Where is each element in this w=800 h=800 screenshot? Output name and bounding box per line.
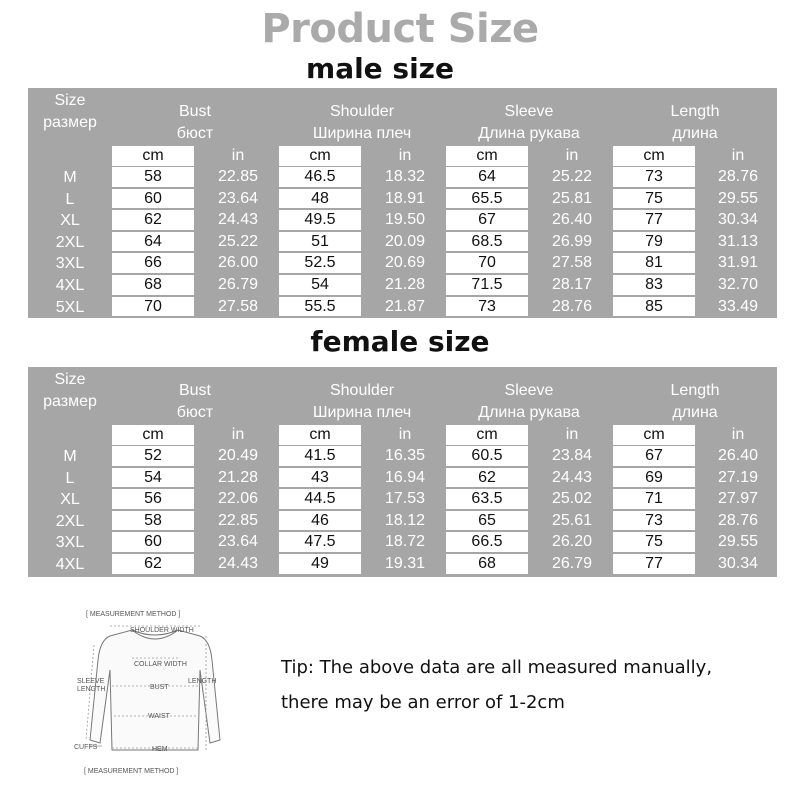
table-cell: 75 — [613, 532, 695, 552]
table-cell: 64 — [446, 167, 528, 187]
diagram-label-shoulder: SHOULDER WIDTH — [130, 627, 194, 634]
unit-in: in — [565, 426, 579, 443]
table-cell: 20.09 — [384, 232, 426, 250]
diagram-top-caption: [ MEASUREMENT METHOD ] — [86, 611, 181, 618]
table-cell: 16.35 — [384, 447, 426, 464]
table-cell: 31.91 — [717, 254, 759, 272]
size-label-4xl: 4XL — [55, 556, 85, 573]
tip-line-1: Tip: The above data are all measured manually, — [281, 657, 713, 678]
table-cell: 18.91 — [384, 189, 426, 207]
size-header-en: Size — [54, 371, 86, 388]
diagram-label-bust: BUST — [150, 684, 169, 691]
table-cell: 25.61 — [551, 511, 593, 529]
table-cell: 30.34 — [717, 211, 759, 229]
diagram-label-cuffs: CUFFS — [74, 744, 98, 751]
size-label-4xl: 4XL — [55, 277, 85, 294]
column-header-sleeve: Sleeve — [504, 382, 554, 399]
table-cell: 63.5 — [446, 489, 528, 509]
table-cell: 43 — [279, 468, 361, 488]
unit-cm: cm — [279, 146, 361, 166]
unit-cm: cm — [446, 425, 528, 445]
table-cell: 49.5 — [279, 210, 361, 230]
table-cell: 85 — [613, 297, 695, 317]
table-cell: 29.55 — [717, 533, 759, 551]
size-header-ru: размер — [43, 114, 97, 131]
table-cell: 24.43 — [551, 468, 593, 486]
diagram-label-length: LENGTH — [188, 678, 217, 685]
table-cell: 19.31 — [384, 555, 426, 572]
measurement-diagram — [70, 600, 240, 782]
table-cell: 64 — [112, 232, 194, 252]
table-cell: 48 — [279, 189, 361, 209]
table-cell: 23.84 — [551, 447, 593, 464]
table-cell: 51 — [279, 232, 361, 252]
table-cell: 27.58 — [551, 254, 593, 272]
column-header-bust: Bust — [178, 382, 211, 399]
table-cell: 26.20 — [551, 533, 593, 551]
table-cell: 27.58 — [217, 297, 259, 315]
unit-in: in — [398, 147, 412, 164]
unit-cm: cm — [446, 146, 528, 166]
table-cell: 26.40 — [717, 447, 759, 464]
table-cell: 60 — [112, 532, 194, 552]
table-cell: 22.85 — [217, 511, 259, 529]
table-cell: 20.49 — [217, 447, 259, 464]
table-cell: 25.22 — [551, 168, 593, 185]
table-cell: 22.85 — [217, 168, 259, 185]
table-cell: 71.5 — [446, 275, 528, 295]
table-cell: 62 — [112, 210, 194, 230]
unit-cm: cm — [112, 146, 194, 166]
table-cell: 83 — [613, 275, 695, 295]
table-cell: 65.5 — [446, 189, 528, 209]
table-cell: 20.69 — [384, 254, 426, 272]
column-header-sleeve: Sleeve — [504, 103, 554, 120]
table-cell: 31.13 — [717, 232, 759, 250]
table-cell: 28.76 — [717, 168, 759, 185]
table-cell: 58 — [112, 511, 194, 531]
unit-cm: cm — [112, 425, 194, 445]
table-cell: 30.34 — [717, 555, 759, 572]
table-cell: 60.5 — [446, 446, 528, 466]
table-cell: 33.49 — [717, 297, 759, 315]
column-header-ru-shoulder: Ширина плеч — [312, 404, 412, 421]
table-cell: 27.19 — [717, 468, 759, 486]
page-title: Product Size — [261, 6, 539, 52]
table-cell: 62 — [112, 554, 194, 574]
table-cell: 62 — [446, 468, 528, 488]
table-cell: 71 — [613, 489, 695, 509]
table-cell: 26.99 — [551, 232, 593, 250]
male-size-heading: male size — [306, 52, 454, 85]
table-cell: 73 — [613, 167, 695, 187]
column-header-bust: Bust — [178, 103, 211, 120]
female-size-heading: female size — [310, 325, 490, 358]
unit-cm: cm — [613, 425, 695, 445]
diagram-label-collar: COLLAR WIDTH — [134, 661, 187, 668]
diagram-label-sleeve: SLEEVE LENGTH — [77, 678, 106, 693]
table-cell: 25.02 — [551, 490, 593, 508]
table-cell: 26.40 — [551, 211, 593, 229]
column-header-ru-length: длина — [672, 404, 718, 421]
size-label-2xl: 2XL — [55, 233, 85, 251]
table-cell: 77 — [613, 210, 695, 230]
table-cell: 75 — [613, 189, 695, 209]
table-cell: 21.87 — [384, 297, 426, 315]
table-cell: 28.17 — [551, 276, 593, 293]
table-cell: 29.55 — [717, 189, 759, 207]
unit-in: in — [231, 426, 245, 443]
table-cell: 28.76 — [551, 297, 593, 315]
table-cell: 52.5 — [279, 253, 361, 273]
table-cell: 22.06 — [217, 490, 259, 508]
table-cell: 68 — [446, 554, 528, 574]
table-cell: 47.5 — [279, 532, 361, 552]
table-cell: 70 — [112, 297, 194, 317]
size-header-ru: размер — [43, 393, 97, 410]
table-cell: 69 — [613, 468, 695, 488]
table-cell: 55.5 — [279, 297, 361, 317]
table-cell: 54 — [112, 468, 194, 488]
table-cell: 23.64 — [217, 533, 259, 551]
table-cell: 18.12 — [384, 511, 426, 529]
table-cell: 18.32 — [384, 168, 426, 185]
table-cell: 52 — [112, 446, 194, 466]
table-cell: 46.5 — [279, 167, 361, 187]
table-cell: 21.28 — [217, 468, 259, 486]
table-cell: 44.5 — [279, 489, 361, 509]
diagram-label-hem: HEM — [152, 746, 168, 753]
table-cell: 21.28 — [384, 276, 426, 293]
unit-in: in — [398, 426, 412, 443]
size-label-m: M — [63, 448, 77, 465]
table-cell: 56 — [112, 489, 194, 509]
size-label-l: L — [65, 469, 75, 487]
table-cell: 32.70 — [717, 276, 759, 293]
size-label-5xl: 5XL — [55, 298, 85, 316]
table-cell: 67 — [613, 446, 695, 466]
size-label-l: L — [65, 190, 75, 208]
column-header-ru-sleeve: Длина рукава — [478, 125, 580, 142]
table-cell: 79 — [613, 232, 695, 252]
unit-cm: cm — [613, 146, 695, 166]
table-cell: 66.5 — [446, 532, 528, 552]
table-cell: 16.94 — [384, 468, 426, 486]
male-size-table — [28, 88, 777, 318]
unit-in: in — [731, 426, 745, 443]
table-cell: 66 — [112, 253, 194, 273]
table-cell: 81 — [613, 253, 695, 273]
unit-in: in — [231, 147, 245, 164]
column-header-ru-bust: бюст — [176, 125, 214, 142]
female-size-table — [28, 367, 777, 577]
column-header-length: Length — [670, 103, 720, 120]
table-cell: 18.72 — [384, 533, 426, 551]
table-cell: 73 — [613, 511, 695, 531]
unit-in: in — [565, 147, 579, 164]
table-cell: 24.43 — [217, 211, 259, 229]
size-header-en: Size — [54, 92, 86, 109]
table-cell: 25.22 — [217, 232, 259, 250]
size-label-m: M — [63, 169, 77, 186]
table-cell: 68 — [112, 275, 194, 295]
diagram-bottom-caption: [ MEASUREMENT METHOD ] — [84, 768, 179, 775]
table-cell: 54 — [279, 275, 361, 295]
table-cell: 23.64 — [217, 189, 259, 207]
table-cell: 67 — [446, 210, 528, 230]
column-header-shoulder: Shoulder — [329, 382, 395, 399]
column-header-ru-sleeve: Длина рукава — [478, 404, 580, 421]
table-cell: 26.79 — [551, 555, 593, 572]
size-label-xl: XL — [60, 491, 80, 509]
table-cell: 24.43 — [217, 555, 259, 572]
table-cell: 17.53 — [384, 490, 426, 508]
table-cell: 26.79 — [217, 276, 259, 293]
table-cell: 41.5 — [279, 446, 361, 466]
unit-cm: cm — [279, 425, 361, 445]
table-cell: 46 — [279, 511, 361, 531]
column-header-ru-bust: бюст — [176, 404, 214, 421]
table-cell: 77 — [613, 554, 695, 574]
table-cell: 49 — [279, 554, 361, 574]
table-cell: 28.76 — [717, 511, 759, 529]
unit-in: in — [731, 147, 745, 164]
table-cell: 70 — [446, 253, 528, 273]
size-label-3xl: 3XL — [55, 534, 85, 552]
tip-line-2: there may be an error of 1-2cm — [281, 692, 565, 713]
table-cell: 27.97 — [717, 490, 759, 508]
table-cell: 65 — [446, 511, 528, 531]
size-label-3xl: 3XL — [55, 255, 85, 273]
table-cell: 19.50 — [384, 211, 426, 229]
size-label-xl: XL — [60, 212, 80, 230]
column-header-length: Length — [670, 382, 720, 399]
table-cell: 60 — [112, 189, 194, 209]
table-cell: 73 — [446, 297, 528, 317]
table-cell: 68.5 — [446, 232, 528, 252]
column-header-ru-shoulder: Ширина плеч — [312, 125, 412, 142]
table-cell: 58 — [112, 167, 194, 187]
size-label-2xl: 2XL — [55, 512, 85, 530]
table-cell: 25.81 — [551, 189, 593, 207]
table-cell: 26.00 — [217, 254, 259, 272]
diagram-label-waist: WAIST — [148, 713, 170, 720]
column-header-shoulder: Shoulder — [329, 103, 395, 120]
column-header-ru-length: длина — [672, 125, 718, 142]
